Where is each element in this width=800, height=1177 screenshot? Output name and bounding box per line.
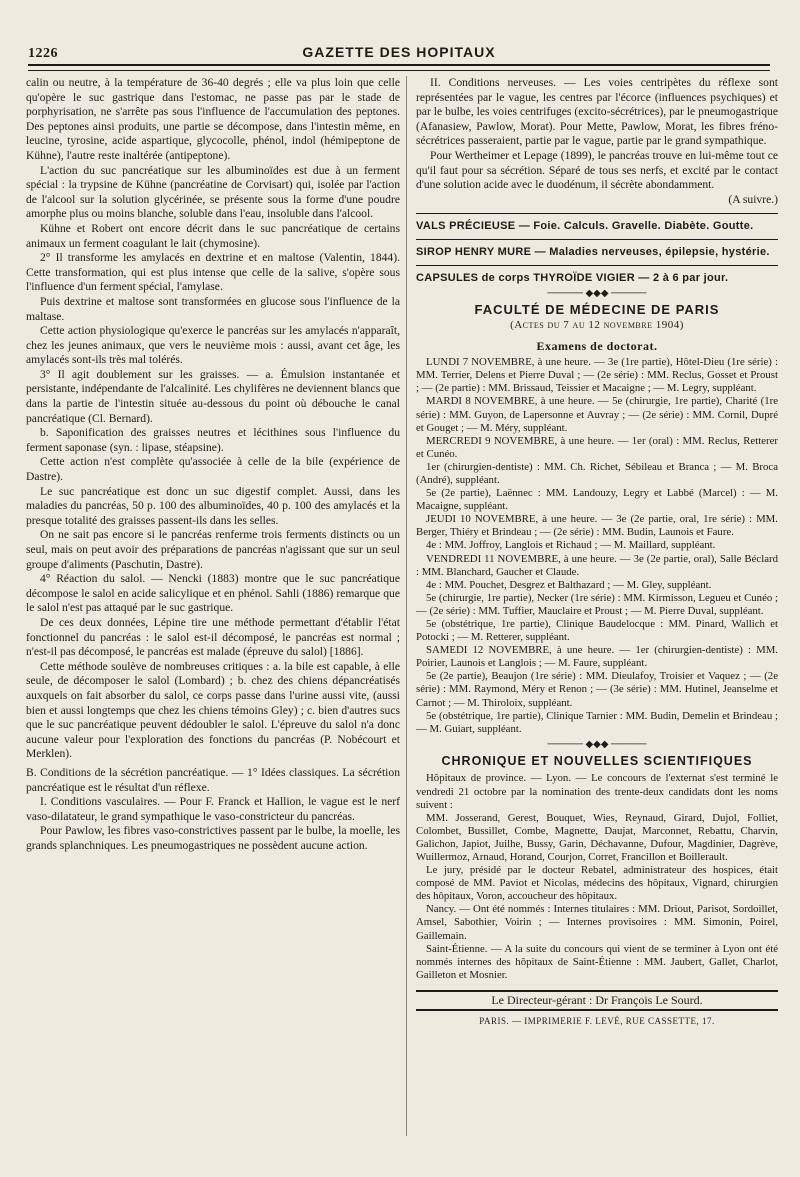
- exams-list: [416, 356, 778, 736]
- exam-entry: JEUDI 10 NOVEMBRE, à une heure. — 3e (2e partie, oral, 1re série) : MM. Berger, Thiéry et Brindeau ; — (2e série) : MM. Budin, Launois et Faure.: [416, 513, 778, 539]
- chronicle-entry: Saint-Étienne. — A la suite du concours qui vient de se terminer à Lyon ont été nommés internes des hôpitaux de Saint-Étienne : MM. Jaubert, Gallet, Charlot, Gailleton et Mosnier.: [416, 942, 778, 981]
- advertisement-line: CAPSULES de corps THYROÏDE VIGIER — 2 à 6 par jour.: [416, 272, 729, 285]
- exam-entry: SAMEDI 12 NOVEMBRE, à une heure. — 1er (chirurgien-dentiste) : MM. Poirier, Launois et Langlois ; — M. Faure, suppléant.: [416, 644, 778, 670]
- paragraph: 4° Réaction du salol. — Nencki (1883) montre que le suc pancréatique décompose le salol en acide salicylique et en phénol. Sahli (1886) remarque que le salol n'est pas attaqué par le suc gastrique.: [26, 572, 400, 615]
- to-follow-note: (A suivre.): [728, 192, 778, 206]
- chronicle-list: [416, 772, 778, 982]
- paragraph: II. Conditions nerveuses. — Les voies centripètes du réflexe sont représentées par le vague, les centres par l'écorce (influences psychiques) et par le bulbe, les voies centrifuges (excito-sécrétrices), par le pneumogastrique (Afanasiew, Pawlow, Morat). Pour Mette, Pawlow, Morat, les fibres fréno-sécrétrices passeraient, partie par le vague, partie par le grand sympathique.: [416, 76, 778, 148]
- paragraph: Pour Pawlow, les fibres vaso-constrictives passent par le bulbe, la moelle, les grands splanchniques. Les pneumogastriques ne possèdent aucune action.: [26, 824, 400, 852]
- page-number: 1226: [28, 46, 58, 61]
- advertisement-line: VALS PRÉCIEUSE — Foie. Calculs. Gravelle. Diabète. Goutte.: [416, 220, 754, 233]
- paragraph: Kühne et Robert ont encore décrit dans le suc pancréatique de certains animaux un ferment coagulant le lait (chymosine).: [26, 221, 400, 250]
- journal-title: GAZETTE DES HOPITAUX: [302, 44, 496, 60]
- paragraph: 2° Il transforme les amylacés en dextrine et en maltose (Valentin, 1844). Cette transformation, qui est plus intense que celle de la salive, s'opère sous l'influence d'un ferment spécial, l'amylase.: [26, 251, 400, 294]
- paragraph: Cette action n'est complète qu'associée à celle de la bile (expérience de Dastre).: [26, 455, 400, 484]
- paragraph: b. Saponification des graisses neutres et lécithines sous l'influence du ferment saponase (syn. : lipase, stéapsine).: [26, 426, 400, 454]
- left-column: [26, 76, 400, 853]
- header-rule: [28, 64, 770, 71]
- exam-entry: VENDREDI 11 NOVEMBRE, à une heure. — 3e (2e partie, oral), Salle Béclard : MM. Blanchard, Gaucher et Claude.: [416, 552, 778, 578]
- paragraph: Cette méthode soulève de nombreuses critiques : a. la bile est capable, à elle seule, de décomposer le salol (Lombard) ; b. chez des chiens dépancréatisés auxquels on fait absorber du salol, ce corps passe dans l'urine aussi vite, (aussi bien et aussi longtemps que chez les chiens témoins Gley) ; c. bien d'autres sucs que le suc pancréatique peuvent dédoubler le salol. L'épreuve du salol n'a donc aucune valeur pour l'exploration des fonctions du pancréas (P. Nobécourt et Merklen).: [26, 659, 400, 761]
- divider: [416, 239, 778, 240]
- ornament-divider: ───── ◆◆◆ ─────: [547, 288, 647, 300]
- column-divider: [406, 76, 407, 1136]
- exams-title: Examens de doctorat.: [536, 338, 658, 353]
- signature: Le Directeur-gérant : Dr François Le Sourd.: [416, 990, 778, 1011]
- faculty-subtitle: (Actes du 7 au 12 novembre 1904): [510, 318, 684, 331]
- exam-entry: 4e : MM. Joffroy, Langlois et Richaud ; — M. Maillard, suppléant.: [426, 539, 716, 552]
- right-column: [416, 76, 778, 1028]
- ornament-divider: ───── ◆◆◆ ─────: [547, 738, 647, 750]
- paragraph: L'action du suc pancréatique sur les albuminoïdes est due à un ferment spécial : la trypsine de Kühne (pancréatine de Corvisart) qui, isolée par l'action de l'alcool sur la solution glycérinée, se présente sous la forme d'une poudre amorphe plus ou moins blanche, soluble dans l'eau, insoluble dans l'alcool.: [26, 163, 400, 221]
- paragraph: Le suc pancréatique est donc un suc digestif complet. Aussi, dans les maladies du pancréas, 50 p. 100 des albuminoïdes, 40 p. 100 des amylacés et la presque totalité des graisses passent-ils dans les selles.: [26, 484, 400, 527]
- section-heading: B. Conditions de la sécrétion pancréatique. — 1° Idées classiques. La sécrétion pancréatique est le résultat d'un réflexe.: [26, 765, 400, 794]
- exam-entry: 5e (obstétrique, 1re partie), Clinique Baudelocque : MM. Pinard, Wallich et Potocki ; — M. Retterer, suppléant.: [416, 618, 778, 644]
- paragraph: De ces deux données, Lépine tire une méthode permettant d'établir l'état fonctionnel du pancréas : le salol est-il décomposé, le pancréas est normal ; n'est-il pas décomposé, le pancréas est malade (épreuve du salol) [1886].: [26, 615, 400, 659]
- paragraph: Cette action physiologique qu'exerce le pancréas sur les amylacés n'apparaît, chez les jeunes animaux, que vers le neuvième mois : aussi, avant cet âge, les amylacés sont-ils très mal tolérés.: [26, 324, 400, 367]
- chronicle-entry: MM. Josserand, Gerest, Bouquet, Wies, Reynaud, Girard, Dujol, Folliet, Colombet, Bussillet, Combe, Magnette, Daujat, Marconnet, Rebattu, Charvin, Galichon, Japiot, Juilhe, Bussy, Garin, Déchavanne, Dufour, Magdinier, Dagrève, Wuillermoz, Arnaud, Horand, Courjon, Corret, Francillon et Boillerault.: [416, 811, 778, 863]
- paragraph: 3° Il agit doublement sur les graisses. — a. Émulsion instantanée et persistante, indépendante de l'alcalinité. Les chylifères ne deviennent blancs que dans la partie de l'intestin située au-dessous du point où débouche le canal pancréatique (Cl. Bernard).: [26, 367, 400, 425]
- paragraph: calin ou neutre, à la température de 36-40 degrés ; elle va plus loin que celle qu'opère le suc gastrique dans l'estomac, ne passe pas par le stade de porphyrisation, ne s'arrête pas sous l'influence de l'accumulation des peptones. Des peptones ainsi produits, une partie se décompose, dans l'intestin même, en leucine, tyrosine, acide aspartique, glycocolle, phénol, indol (hémipeptone de Kühne), l'autre reste inaltérée (antipeptone).: [26, 76, 400, 162]
- paragraph: Puis dextrine et maltose sont transformées en glucose sous l'influence de la maltase.: [26, 294, 400, 323]
- exam-entry: 1er (chirurgien-dentiste) : MM. Ch. Richet, Sébileau et Branca ; — M. Broca (André), suppléant.: [416, 460, 778, 486]
- divider: [416, 213, 778, 214]
- exam-entry: 5e (chirurgie, 1re partie), Necker (1re série) : MM. Kirmisson, Legueu et Cunéo ; — (2e série) : MM. Tuffier, Mauclaire et Proust ; — M. Pierre Duval, suppléant.: [416, 591, 778, 617]
- paragraph: Pour Wertheimer et Lepage (1899), le pancréas trouve en lui-même tout ce qu'il faut pour sa sécrétion. Séparé de tous ses nerfs, et excité par le contact d'une solution acide avec le duodénum, il sécrète abondamment.: [416, 148, 778, 192]
- exam-entry: 4e : MM. Pouchet, Desgrez et Balthazard ; — M. Gley, suppléant.: [426, 578, 712, 591]
- paragraph: On ne sait pas encore si le pancréas renferme trois ferments distincts ou un seul, mais on peut avoir des préparations de pancréas n'agissant que sur un seul groupe d'aliments (Paschutin, Dastre).: [26, 528, 400, 571]
- chronicle-entry: Le jury, présidé par le docteur Rebatel, administrateur des hospices, était composé de MM. Paviot et Nicolas, médecins des hôpitaux, Vignard, chirurgien des hôpitaux, Voron, accoucheur des hôpitaux.: [416, 864, 778, 903]
- chronicle-entry: Hôpitaux de province. — Lyon. — Le concours de l'externat s'est terminé le vendredi 21 octobre par la nomination des trente-deux candidats dont les noms suivent :: [416, 772, 778, 811]
- printer-imprint: PARIS. — IMPRIMERIE F. LEVÉ, RUE CASSETTE, 17.: [479, 1015, 715, 1026]
- exam-entry: 5e (obstétrique, 1re partie), Clinique Tarnier : MM. Budin, Demelin et Brindeau ; — M. Guiart, suppléant.: [416, 709, 778, 735]
- exam-entry: LUNDI 7 NOVEMBRE, à une heure. — 3e (1re partie), Hôtel-Dieu (1re série) : MM. Terrier, Delens et Pierre Duval ; — (2e série) : MM. Reclus, Gosset et Proust ; — (2e partie) : MM. Brissaud, Teissier et Macaigne ; — M. Legry, suppléant.: [416, 356, 778, 395]
- exam-entry: MERCREDI 9 NOVEMBRE, à une heure. — 1er (oral) : MM. Reclus, Retterer et Cunéo.: [416, 434, 778, 460]
- paragraph: I. Conditions vasculaires. — Pour F. Franck et Hallion, le vague est le nerf vaso-dilatateur, le grand sympathique le vaso-constricteur du pancréas.: [26, 795, 400, 823]
- chronicle-entry: Nancy. — Ont été nommés : Internes titulaires : MM. Driout, Parisot, Sordoillet, Amsel, Sabothier, Voirin ; — Internes provisoires : MM. Simonin, Poirel, Gaillemain.: [416, 903, 778, 942]
- exam-entry: MARDI 8 NOVEMBRE, à une heure. — 5e (chirurgie, 1re partie), Charité (1re série) : MM. Guyon, de Lapersonne et Auvray ; — (2e série) : MM. Cornil, Dupré et Gouget ; — M. Méry, suppléant.: [416, 395, 778, 434]
- page-header: [28, 38, 770, 66]
- divider: [416, 265, 778, 266]
- advertisement-line: SIROP HENRY MURE — Maladies nerveuses, épilepsie, hystérie.: [416, 246, 770, 259]
- chronicle-title: CHRONIQUE ET NOUVELLES SCIENTIFIQUES: [441, 753, 753, 768]
- exam-entry: 5e (2e partie), Laënnec : MM. Landouzy, Legry et Labbé (Marcel) : — M. Macaigne, suppléant.: [416, 487, 778, 513]
- faculty-title: FACULTÉ DE MÉDECINE DE PARIS: [474, 302, 720, 318]
- exam-entry: 5e (2e partie), Beaujon (1re série) : MM. Dieulafoy, Troisier et Vaquez ; — (2e série) : MM. Raymond, Méry et Renon ; — (3e série) : MM. Hutinel, Jeanselme et Carnot ; — M. Thiroloix, suppléant.: [416, 670, 778, 709]
